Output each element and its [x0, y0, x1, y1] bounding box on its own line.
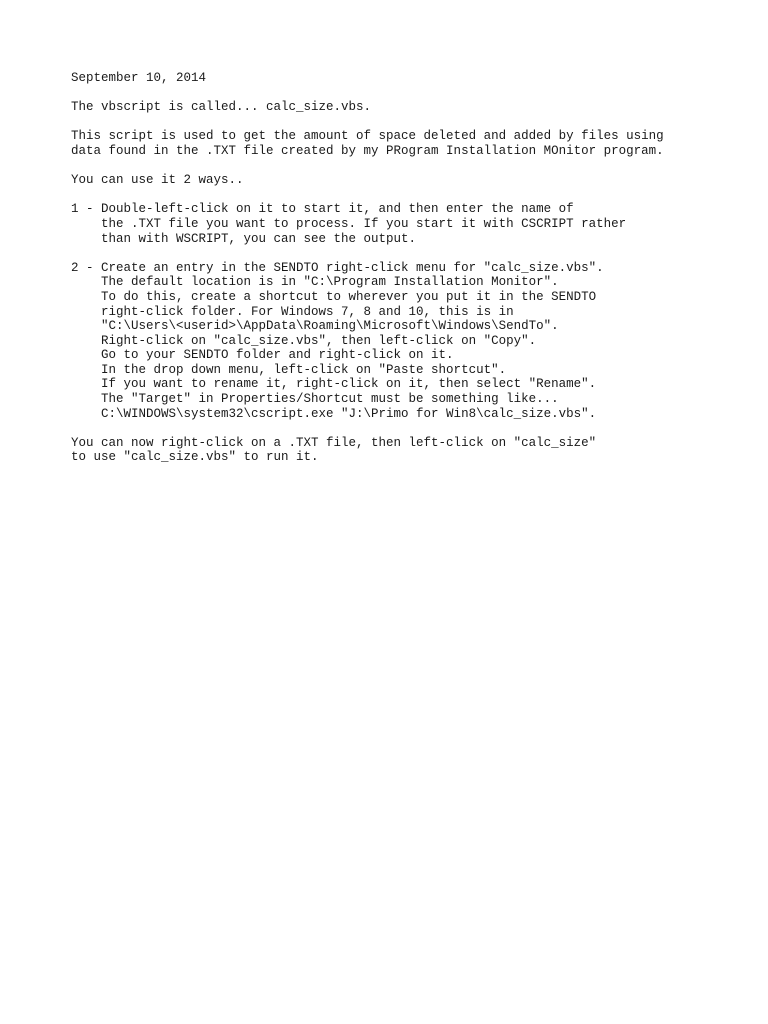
method-2-line: Right-click on "calc_size.vbs", then left-click on "Copy". — [71, 333, 537, 348]
blank-line — [71, 86, 751, 101]
method-1-line: than with WSCRIPT, you can see the output. — [71, 231, 417, 246]
method-2-line: The default location is in "C:\Program Installation Monitor". — [71, 275, 559, 290]
method-2-line: right-click folder. For Windows 7, 8 and 10, this is in — [71, 304, 514, 319]
closing-line: to use "calc_size.vbs" to run it. — [71, 450, 319, 465]
method-2-line: "C:\Users\<userid>\AppData\Roaming\Microsoft\Windows\SendTo". — [71, 319, 559, 334]
description-line: data found in the .TXT file created by my PRogram Installation MOnitor program. — [71, 143, 664, 158]
blank-line — [71, 188, 751, 203]
method-2-line: To do this, create a shortcut to wherever you put it in the SENDTO — [71, 289, 597, 304]
method-1-line: the .TXT file you want to process. If you start it with CSCRIPT rather — [71, 216, 627, 231]
method-2-line: In the drop down menu, left-click on "Paste shortcut". — [71, 362, 507, 377]
method-2-line: 2 - Create an entry in the SENDTO right-click menu for "calc_size.vbs". — [71, 260, 604, 275]
method-2-line: The "Target" in Properties/Shortcut must be something like... — [71, 392, 559, 407]
script-name-line: The vbscript is called... calc_size.vbs. — [71, 100, 372, 115]
closing-line: You can now right-click on a .TXT file, then left-click on "calc_size" — [71, 435, 597, 450]
blank-line — [71, 115, 751, 130]
date-line: September 10, 2014 — [71, 71, 207, 85]
blank-line — [71, 246, 751, 261]
text-document — [71, 71, 751, 465]
method-1-line: 1 - Double-left-click on it to start it, and then enter the name of — [71, 202, 574, 217]
blank-line — [71, 159, 751, 174]
method-2-line: If you want to rename it, right-click on it, then select "Rename". — [71, 377, 597, 392]
usage-intro-line: You can use it 2 ways.. — [71, 173, 244, 188]
method-2-line: Go to your SENDTO folder and right-click on it. — [71, 348, 454, 363]
blank-line — [71, 421, 751, 436]
method-2-line: C:\WINDOWS\system32\cscript.exe "J:\Primo for Win8\calc_size.vbs". — [71, 406, 597, 421]
description-line: This script is used to get the amount of space deleted and added by files using — [71, 129, 664, 144]
